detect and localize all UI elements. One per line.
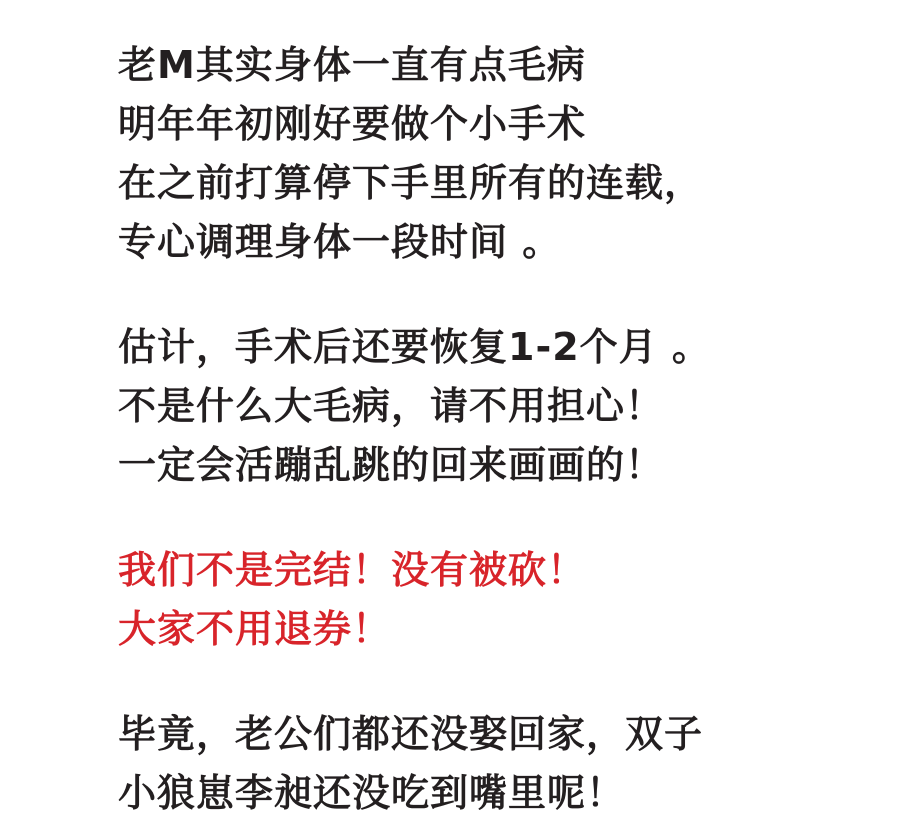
text-line: 老M其实身体一直有点毛病 [118, 43, 586, 87]
text-line: 在之前打算停下手里所有的连载， [118, 161, 704, 205]
paragraph-2 [118, 318, 840, 495]
text-line-highlight: 大家不用退券！ [118, 607, 392, 651]
text-line: 一定会活蹦乱跳的回来画画的！ [118, 443, 665, 487]
text-line: 明年年初刚好要做个小手术 [118, 102, 587, 146]
text-line-highlight: 我们不是完结！没有被砍！ [118, 548, 587, 592]
text-line: 毕竟，老公们都还没娶回家，双子 [118, 712, 704, 756]
text-line: 专心调理身体一段时间 。 [118, 220, 562, 264]
paragraph-4 [118, 705, 840, 823]
text-line: 不是什么大毛病，请不用担心！ [118, 384, 665, 428]
text-line: 小狼崽李昶还没吃到嘴里呢！ [118, 771, 626, 815]
paragraph-3-highlight [118, 541, 840, 659]
text-line: 估计，手术后还要恢复1-2个月 。 [118, 325, 711, 369]
paragraph-1 [118, 36, 840, 272]
